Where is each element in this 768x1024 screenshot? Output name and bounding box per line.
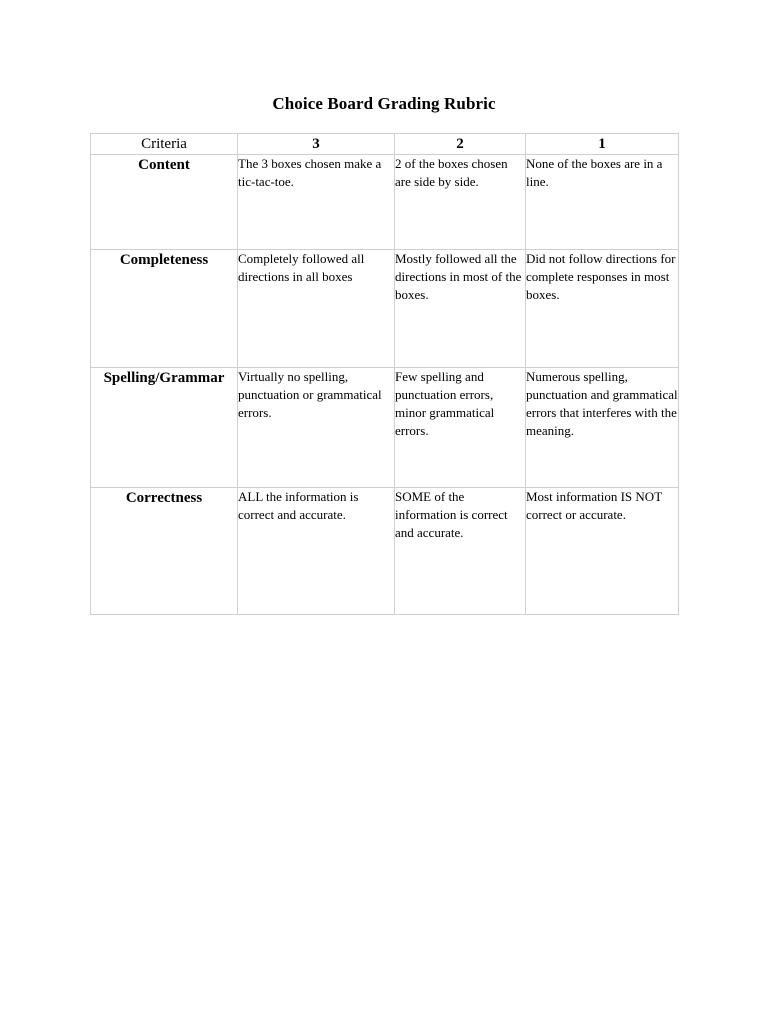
- document-title: Choice Board Grading Rubric: [272, 94, 496, 113]
- criteria-cell: Spelling/Grammar: [91, 368, 238, 488]
- descriptor-cell: 2 of the boxes chosen are side by side.: [395, 155, 526, 250]
- header-score-2: 2: [395, 134, 526, 155]
- descriptor-cell: Most information IS NOT correct or accurate.: [526, 488, 679, 615]
- table-row: [91, 488, 679, 615]
- criteria-cell: Completeness: [91, 250, 238, 368]
- descriptor-cell: Mostly followed all the directions in most of the boxes.: [395, 250, 526, 368]
- table-row: [91, 368, 679, 488]
- rubric-table: [90, 133, 679, 615]
- descriptor-cell: Virtually no spelling, punctuation or grammatical errors.: [238, 368, 395, 488]
- table-header-row: [91, 134, 679, 155]
- table-row: [91, 250, 679, 368]
- header-criteria: Criteria: [91, 134, 238, 155]
- descriptor-cell: SOME of the information is correct and accurate.: [395, 488, 526, 615]
- descriptor-cell: ALL the information is correct and accurate.: [238, 488, 395, 615]
- criteria-cell: Content: [91, 155, 238, 250]
- descriptor-cell: Did not follow directions for complete responses in most boxes.: [526, 250, 679, 368]
- descriptor-cell: Completely followed all directions in all boxes: [238, 250, 395, 368]
- descriptor-cell: Numerous spelling, punctuation and grammatical errors that interferes with the meaning.: [526, 368, 679, 488]
- descriptor-cell: Few spelling and punctuation errors, minor grammatical errors.: [395, 368, 526, 488]
- table-row: [91, 155, 679, 250]
- header-score-1: 1: [526, 134, 679, 155]
- descriptor-cell: The 3 boxes chosen make a tic-tac-toe.: [238, 155, 395, 250]
- header-score-3: 3: [238, 134, 395, 155]
- descriptor-cell: None of the boxes are in a line.: [526, 155, 679, 250]
- criteria-cell: Correctness: [91, 488, 238, 615]
